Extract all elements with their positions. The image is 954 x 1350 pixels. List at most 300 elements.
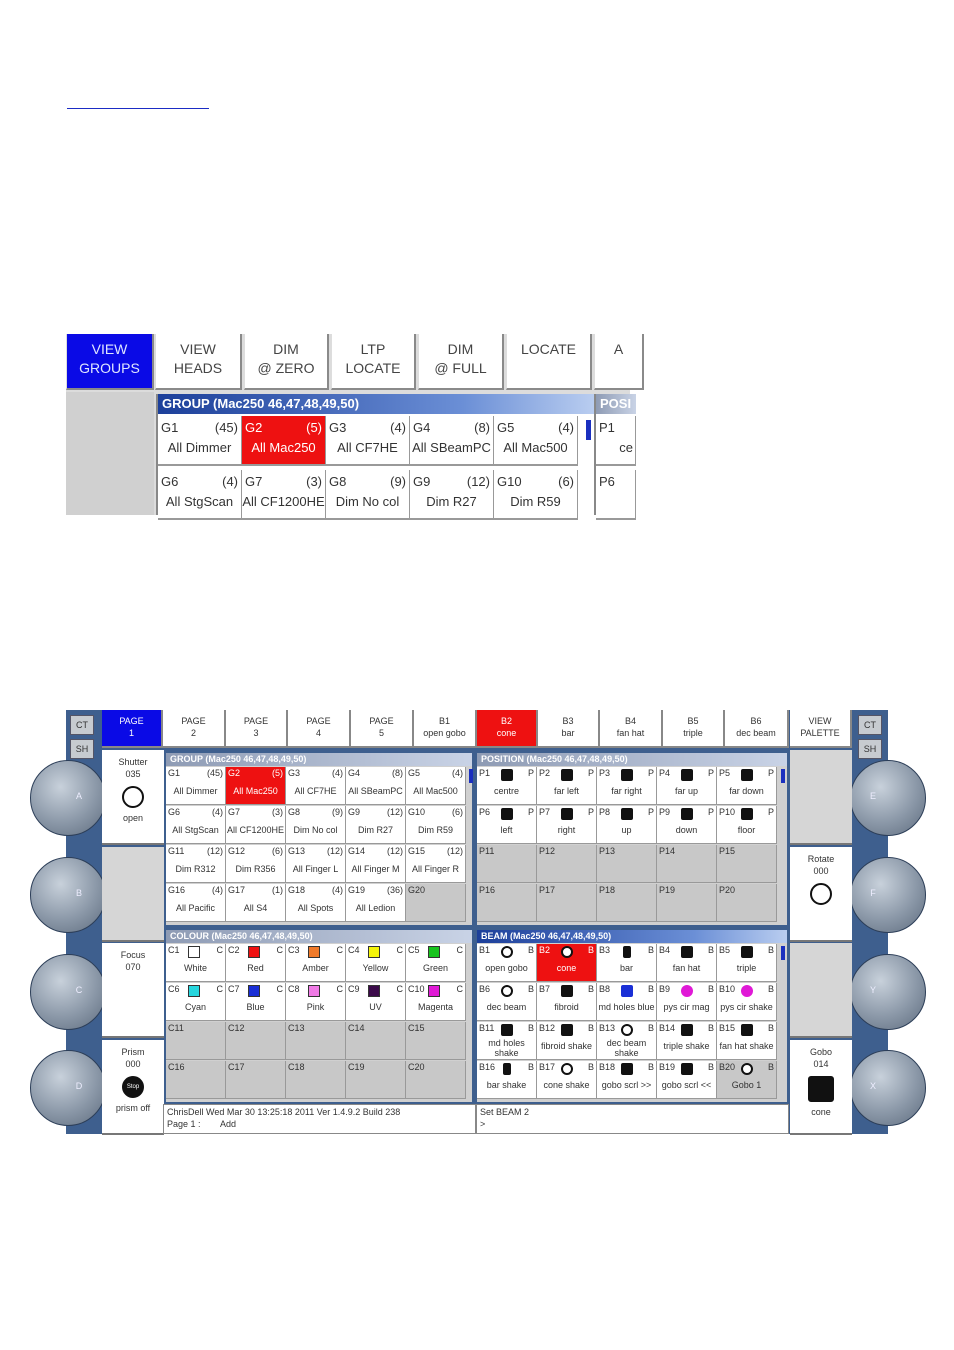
colour-name: Amber — [302, 963, 329, 973]
group-name: Dim No col — [335, 494, 400, 509]
gobo-icon — [808, 1076, 834, 1102]
position-cell-p4[interactable] — [657, 767, 717, 805]
encoder-knob-label: A — [75, 791, 82, 801]
group-name: All StgScan — [165, 494, 234, 509]
group-cell-g8[interactable] — [326, 470, 410, 520]
group-cell-g10[interactable] — [494, 470, 578, 520]
position-cell-p13[interactable] — [597, 845, 657, 883]
beam-cell-b20[interactable] — [717, 1061, 777, 1099]
position-palette-header: POSITION (Mac250 46,47,48,49,50) — [477, 753, 787, 766]
beam-tag: B — [647, 984, 654, 994]
group-cell-g4[interactable] — [410, 416, 494, 466]
right-panel-rotate[interactable] — [790, 847, 852, 942]
encoder-knob-a[interactable] — [30, 760, 106, 836]
encoder-knob-x[interactable] — [850, 1050, 926, 1126]
top-button-line2: 1 — [128, 728, 134, 738]
position-icon — [501, 808, 513, 820]
position-cell-p8[interactable] — [597, 806, 657, 844]
group-id: G8 — [288, 807, 301, 817]
beam-cell-b12[interactable] — [537, 1022, 597, 1060]
colour-cell-c20[interactable] — [406, 1061, 466, 1099]
group-cell-g16[interactable] — [166, 884, 226, 922]
group-cell-g2[interactable] — [226, 767, 286, 805]
position-tag: P — [587, 807, 594, 817]
panel-value: 000 — [125, 1059, 141, 1069]
beam-cell-b15[interactable] — [717, 1022, 777, 1060]
beam-cell-b19[interactable] — [657, 1061, 717, 1099]
group-id: G3 — [288, 768, 301, 778]
top-button-line1: B2 — [500, 716, 512, 726]
group-count: (9) — [390, 474, 406, 489]
beam-cell-b10[interactable] — [717, 983, 777, 1021]
ct-button-left-sh[interactable]: SH — [70, 739, 94, 759]
top-link-underline[interactable] — [67, 96, 209, 109]
group-name: All SBeamPC — [348, 786, 403, 796]
group-count: (3) — [306, 474, 322, 489]
colour-swatch-icon — [308, 985, 320, 997]
position-id: P3 — [599, 768, 611, 778]
dark-gobo-icon — [681, 1063, 693, 1075]
panel-title: Gobo — [809, 1047, 833, 1057]
colour-cell-c14[interactable] — [346, 1022, 406, 1060]
top-button-page-5[interactable] — [351, 710, 414, 748]
beam-tag: B — [767, 1062, 774, 1072]
group-count: (12) — [386, 846, 403, 856]
position-cell-p9[interactable] — [657, 806, 717, 844]
colour-cell-c16[interactable] — [166, 1061, 226, 1099]
colour-name: UV — [369, 1002, 382, 1012]
top-button-line1: VIEW — [91, 341, 128, 357]
group-name: All Pacific — [175, 903, 215, 913]
beam-tag: B — [587, 945, 594, 955]
group-cell-g1[interactable] — [158, 416, 242, 466]
group-id: G9 — [413, 474, 431, 489]
encoder-knob-f[interactable] — [850, 857, 926, 933]
beam-name: pys cir mag — [663, 1002, 710, 1012]
position-tag: P — [707, 807, 714, 817]
group-id: G10 — [497, 474, 522, 489]
position-cell-p1[interactable] — [596, 416, 636, 466]
position-cell-p16[interactable] — [477, 884, 537, 922]
group-id: G15 — [408, 846, 426, 856]
position-tag: P — [767, 807, 774, 817]
group-cell-g3[interactable] — [326, 416, 410, 466]
ct-button-right-ct[interactable]: CT — [858, 715, 882, 735]
ct-button-left-ct[interactable]: CT — [70, 715, 94, 735]
beam-name-line2: shake — [494, 1048, 519, 1058]
top-button-line1: B3 — [562, 716, 574, 726]
beam-name: fan hat — [672, 963, 701, 973]
group-cell-g5[interactable] — [494, 416, 578, 466]
top-button-b6-dec-beam[interactable] — [725, 710, 789, 748]
group-panel-header: GROUP (Mac250 46,47,48,49,50) — [158, 394, 594, 414]
top-button-line1: B1 — [438, 716, 450, 726]
group-id: G6 — [168, 807, 181, 817]
group-cell-g13[interactable] — [286, 845, 346, 883]
beam-cell-b3[interactable] — [597, 944, 657, 982]
beam-cell-b13[interactable] — [597, 1022, 657, 1060]
colour-cell-c2[interactable] — [226, 944, 286, 982]
panel-title: Prism — [121, 1047, 145, 1057]
group-cell-g7[interactable] — [226, 806, 286, 844]
group-palette-header: GROUP (Mac250 46,47,48,49,50) — [166, 753, 472, 766]
whitecircle-gobo-icon — [621, 1024, 633, 1036]
beam-cell-b1[interactable] — [477, 944, 537, 982]
position-id: P4 — [659, 768, 671, 778]
whitecircle-gobo-icon — [561, 1063, 573, 1075]
colour-cell-c4[interactable] — [346, 944, 406, 982]
group-id: G9 — [348, 807, 361, 817]
position-tag: P — [587, 768, 594, 778]
group-cell-g9[interactable] — [346, 806, 406, 844]
colour-swatch-icon — [188, 946, 200, 958]
group-count: (4) — [558, 420, 574, 435]
whitecircle-gobo-icon — [741, 1063, 753, 1075]
encoder-knob-b[interactable] — [30, 857, 106, 933]
top-button-line2: 5 — [378, 728, 384, 738]
palette-scrollbar-1[interactable] — [781, 769, 785, 783]
position-name: right — [557, 825, 576, 835]
beam-name: dec beam — [486, 1002, 527, 1012]
beam-cell-b8[interactable] — [597, 983, 657, 1021]
beam-id: B18 — [599, 1062, 616, 1072]
colour-cell-c15[interactable] — [406, 1022, 466, 1060]
colour-tag: C — [336, 945, 343, 955]
top-button-line1: DIM — [447, 341, 474, 357]
colour-cell-c18[interactable] — [286, 1061, 346, 1099]
beam-cell-b5[interactable] — [717, 944, 777, 982]
group-cell-g17[interactable] — [226, 884, 286, 922]
beam-id: B6 — [479, 984, 491, 994]
beam-id: B4 — [659, 945, 671, 955]
group-id: G1 — [161, 420, 179, 435]
colour-swatch-icon — [188, 985, 200, 997]
group-id: G3 — [329, 420, 347, 435]
prism-stop-label: Stop — [126, 1084, 140, 1090]
position-cell-p10[interactable] — [717, 806, 777, 844]
beam-name: triple — [736, 963, 757, 973]
group-count: (1) — [272, 885, 283, 895]
group-name: Dim No col — [293, 825, 338, 835]
group-id: G7 — [245, 474, 263, 489]
beam-tag: B — [767, 984, 774, 994]
top-button-6[interactable] — [594, 334, 644, 390]
beam-name: pys cir shake — [720, 1002, 773, 1012]
group-cell-g12[interactable] — [226, 845, 286, 883]
colour-cell-c7[interactable] — [226, 983, 286, 1021]
encoder-knob-label: F — [870, 888, 876, 898]
top-button-page-2[interactable] — [163, 710, 226, 748]
colour-tag: C — [396, 984, 403, 994]
beam-id: B10 — [719, 984, 736, 994]
group-count: (9) — [332, 807, 343, 817]
top-button-b4-fan-hat[interactable] — [600, 710, 663, 748]
beam-cell-b4[interactable] — [657, 944, 717, 982]
group-name: All Dimmer — [173, 786, 218, 796]
blue-gobo-icon — [621, 985, 633, 997]
colour-cell-c3[interactable] — [286, 944, 346, 982]
position-name: centre — [493, 786, 519, 796]
colour-cell-c5[interactable] — [406, 944, 466, 982]
beam-cell-b14[interactable] — [657, 1022, 717, 1060]
position-cell-p12[interactable] — [537, 845, 597, 883]
group-id: G8 — [329, 474, 347, 489]
top-button-1[interactable] — [155, 334, 242, 390]
colour-palette-header: COLOUR (Mac250 46,47,48,49,50) — [166, 930, 472, 943]
colour-cell-c6[interactable] — [166, 983, 226, 1021]
beam-tag: B — [707, 984, 714, 994]
bar-gobo-icon — [623, 946, 631, 958]
colour-cell-c9[interactable] — [346, 983, 406, 1021]
group-count: (12) — [466, 474, 490, 489]
beam-cell-b16[interactable] — [477, 1061, 537, 1099]
position-tag: P — [647, 807, 654, 817]
colour-cell-c17[interactable] — [226, 1061, 286, 1099]
position-cell-p3[interactable] — [597, 767, 657, 805]
encoder-knob-e[interactable] — [850, 760, 926, 836]
colour-cell-c19[interactable] — [346, 1061, 406, 1099]
colour-swatch-icon — [428, 985, 440, 997]
group-count: (45) — [206, 768, 223, 778]
top-button-line2: PALETTE — [800, 728, 840, 738]
encoder-knob-y[interactable] — [850, 954, 926, 1030]
beam-tag: B — [647, 1023, 654, 1033]
beam-id: B19 — [659, 1062, 676, 1072]
left-panel-blank[interactable] — [102, 847, 164, 942]
panel-title: Shutter — [118, 757, 148, 767]
colour-id: C2 — [228, 945, 240, 955]
position-name: far down — [729, 786, 764, 796]
top-button-line1: PAGE — [119, 716, 144, 726]
position-cell-p20[interactable] — [717, 884, 777, 922]
rotate-icon — [810, 883, 832, 905]
ct-button-right-sh[interactable]: SH — [858, 739, 882, 759]
group-cell-g10[interactable] — [406, 806, 466, 844]
top-button-2[interactable] — [244, 334, 329, 390]
position-id: P20 — [719, 885, 736, 895]
top-button-b2-cone[interactable] — [477, 710, 538, 748]
position-id: P1 — [479, 768, 491, 778]
right-panel-blank[interactable] — [790, 943, 852, 1038]
group-name: All CF1200HE — [242, 494, 325, 509]
group-count: (12) — [206, 846, 223, 856]
position-cell-p1[interactable] — [477, 767, 537, 805]
beam-name: Gobo 1 — [731, 1080, 762, 1090]
position-cell-p11[interactable] — [477, 845, 537, 883]
beam-name: cone — [556, 963, 577, 973]
left-panel-shutter[interactable] — [102, 750, 164, 845]
group-cell-g6[interactable] — [158, 470, 242, 520]
dark-gobo-icon — [681, 1024, 693, 1036]
group-cell-g18[interactable] — [286, 884, 346, 922]
colour-cell-c13[interactable] — [286, 1022, 346, 1060]
group-cell-g20[interactable] — [406, 884, 466, 922]
beam-id: B13 — [599, 1023, 616, 1033]
group-cell-g5[interactable] — [406, 767, 466, 805]
group-cell-g2[interactable] — [242, 416, 326, 466]
encoder-knob-label: Y — [869, 985, 876, 995]
colour-swatch-icon — [368, 985, 380, 997]
top-button-line2: open gobo — [423, 728, 466, 738]
top-button-page-4[interactable] — [288, 710, 351, 748]
encoder-knob-d[interactable] — [30, 1050, 106, 1126]
group-name: All Finger M — [351, 864, 400, 874]
position-cell-p5[interactable] — [717, 767, 777, 805]
position-id: P13 — [599, 846, 616, 856]
top-button-line2: 2 — [190, 728, 196, 738]
encoder-knob-label: X — [869, 1081, 876, 1091]
bar-gobo-icon — [503, 1063, 511, 1075]
colour-id: C5 — [408, 945, 420, 955]
position-id: P16 — [479, 885, 496, 895]
group-cell-g11[interactable] — [166, 845, 226, 883]
group-count: (5) — [306, 420, 322, 435]
beam-id: B20 — [719, 1062, 736, 1072]
whitecircle-gobo-icon — [501, 985, 513, 997]
beam-cell-b6[interactable] — [477, 983, 537, 1021]
group-id: G1 — [168, 768, 181, 778]
group-count: (45) — [214, 420, 238, 435]
group-cell-g4[interactable] — [346, 767, 406, 805]
group-cell-g7[interactable] — [242, 470, 326, 520]
position-id: P8 — [599, 807, 611, 817]
group-name: Dim R27 — [426, 494, 477, 509]
group-name: All Mac250 — [251, 440, 316, 455]
top-button-5[interactable] — [506, 334, 592, 390]
colour-tag: C — [336, 984, 343, 994]
colour-tag: C — [216, 945, 223, 955]
panel-foot: open — [122, 813, 144, 823]
position-icon — [621, 769, 633, 781]
top-button-line1: PAGE — [369, 716, 394, 726]
right-panel-gobo[interactable] — [790, 1040, 852, 1135]
palette-scrollbar-2[interactable] — [781, 946, 785, 960]
position-cell-p19[interactable] — [657, 884, 717, 922]
position-icon — [561, 808, 573, 820]
left-panel-focus[interactable] — [102, 943, 164, 1038]
group-id: G7 — [228, 807, 241, 817]
beam-cell-b7[interactable] — [537, 983, 597, 1021]
position-cell-p15[interactable] — [717, 845, 777, 883]
position-id: P9 — [659, 807, 671, 817]
top-button-b3-bar[interactable] — [538, 710, 600, 748]
colour-tag: C — [276, 984, 283, 994]
position-id: P1 — [599, 420, 615, 435]
top-button-line1: DIM — [273, 341, 299, 357]
encoder-knob-c[interactable] — [30, 954, 106, 1030]
beam-tag: B — [527, 945, 534, 955]
position-cell-p14[interactable] — [657, 845, 717, 883]
group-cell-g15[interactable] — [406, 845, 466, 883]
group-cell-g14[interactable] — [346, 845, 406, 883]
group-count: (6) — [558, 474, 574, 489]
position-icon — [681, 769, 693, 781]
group-cell-g8[interactable] — [286, 806, 346, 844]
top-button-line2: triple — [683, 728, 703, 738]
colour-id: C17 — [228, 1062, 245, 1072]
beam-cell-b2[interactable] — [537, 944, 597, 982]
group-cell-g1[interactable] — [166, 767, 226, 805]
group-cell-g6[interactable] — [166, 806, 226, 844]
beam-name: dec beam — [606, 1038, 647, 1048]
top-button-b5-triple[interactable] — [663, 710, 725, 748]
top-button-view-palette[interactable] — [790, 710, 852, 748]
colour-cell-c11[interactable] — [166, 1022, 226, 1060]
top-button-page-3[interactable] — [226, 710, 288, 748]
group-cell-g9[interactable] — [410, 470, 494, 520]
palette-scrollbar-0[interactable] — [469, 769, 473, 783]
colour-palette-panel — [166, 930, 472, 1102]
beam-tag: B — [707, 945, 714, 955]
position-id: P2 — [539, 768, 551, 778]
beam-cell-b11[interactable] — [477, 1022, 537, 1060]
top-button-b1-open-gobo[interactable] — [414, 710, 477, 748]
position-cell-p18[interactable] — [597, 884, 657, 922]
colour-cell-c12[interactable] — [226, 1022, 286, 1060]
top-button-3[interactable] — [331, 334, 416, 390]
position-cell-p6[interactable] — [477, 806, 537, 844]
beam-id: B14 — [659, 1023, 676, 1033]
dark-gobo-icon — [681, 946, 693, 958]
group-cell-g3[interactable] — [286, 767, 346, 805]
beam-id: B17 — [539, 1062, 556, 1072]
group-name: Dim R59 — [417, 825, 453, 835]
colour-id: C18 — [288, 1062, 305, 1072]
beam-name: md holes blue — [598, 1002, 655, 1012]
panel-value: 000 — [813, 866, 829, 876]
whitecircle-gobo-icon — [561, 946, 573, 958]
position-tag: P — [767, 768, 774, 778]
group-count: (6) — [452, 807, 463, 817]
position-tag: P — [707, 768, 714, 778]
group-scrollbar[interactable] — [586, 420, 591, 440]
beam-id: B12 — [539, 1023, 556, 1033]
colour-cell-c1[interactable] — [166, 944, 226, 982]
top-button-4[interactable] — [418, 334, 504, 390]
group-cell-g19[interactable] — [346, 884, 406, 922]
colour-swatch-icon — [308, 946, 320, 958]
position-cell-p2[interactable] — [537, 767, 597, 805]
group-name: All Ledion — [355, 903, 396, 913]
right-panel-blank[interactable] — [790, 750, 852, 845]
beam-id: B3 — [599, 945, 611, 955]
command-line[interactable] — [476, 1104, 789, 1134]
position-name: far right — [611, 786, 642, 796]
position-cell-p6[interactable] — [596, 470, 636, 520]
colour-cell-c10[interactable] — [406, 983, 466, 1021]
beam-cell-b17[interactable] — [537, 1061, 597, 1099]
beam-cell-b18[interactable] — [597, 1061, 657, 1099]
colour-name: Blue — [246, 1002, 265, 1012]
position-id: P15 — [719, 846, 736, 856]
top-button-page-1[interactable] — [102, 710, 163, 748]
group-name: All SBeamPC — [412, 440, 491, 455]
group-id: G2 — [245, 420, 263, 435]
left-panel-prism[interactable] — [102, 1040, 164, 1135]
colour-swatch-icon — [368, 946, 380, 958]
position-name: ce — [619, 440, 633, 455]
position-cell-p17[interactable] — [537, 884, 597, 922]
colour-id: C7 — [228, 984, 240, 994]
group-name: All Finger L — [292, 864, 339, 874]
top-button-0[interactable] — [66, 334, 154, 390]
colour-tag: C — [396, 945, 403, 955]
beam-cell-b9[interactable] — [657, 983, 717, 1021]
position-cell-p7[interactable] — [537, 806, 597, 844]
colour-cell-c8[interactable] — [286, 983, 346, 1021]
group-count: (5) — [272, 768, 283, 778]
beam-id: B1 — [479, 945, 491, 955]
